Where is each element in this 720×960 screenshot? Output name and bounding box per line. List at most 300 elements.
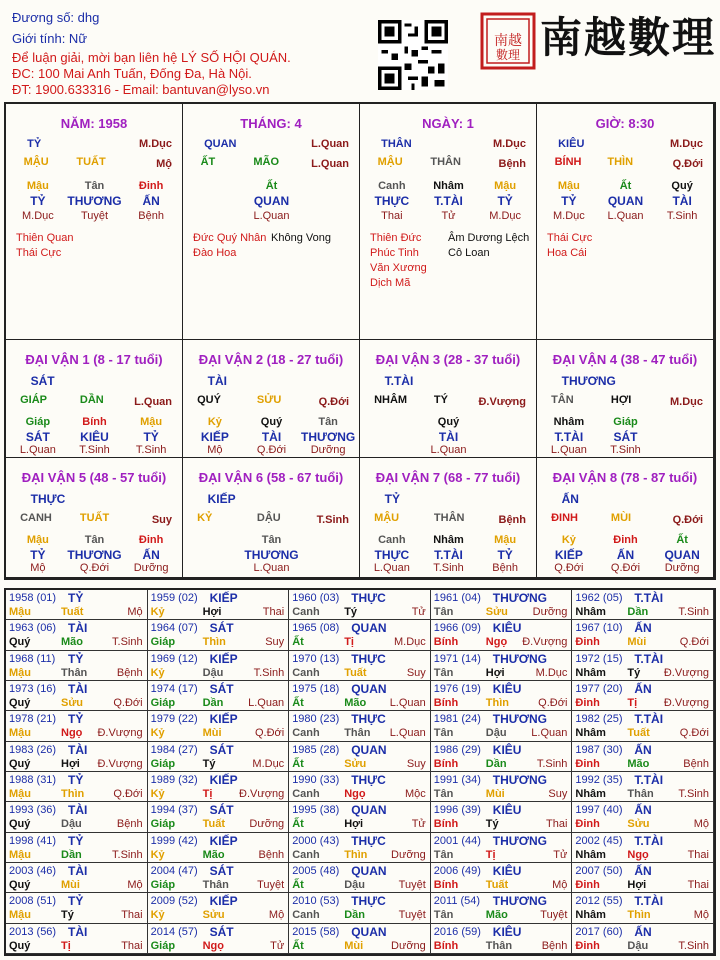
luck-state: Bệnh xyxy=(498,514,526,526)
qr-code-icon xyxy=(378,20,448,90)
year-branch: Tuất xyxy=(61,606,84,618)
luck-branch: TÝ xyxy=(433,394,448,406)
shensha-label: Âm Dương Lệch xyxy=(448,232,530,244)
year-label: 2000 (43) xyxy=(292,834,340,847)
pillar-state: M.Dục xyxy=(493,138,526,150)
year-branch: Dần xyxy=(485,757,507,770)
year-branch: Mão xyxy=(627,757,650,770)
year-label: 1999 (42) xyxy=(150,834,198,847)
year-branch: Mão xyxy=(485,909,508,922)
year-branch: Tuất xyxy=(202,818,225,831)
year-cell xyxy=(6,924,148,954)
shensha-label: Đào Hoa xyxy=(193,247,237,259)
year-label: 1998 (41) xyxy=(9,834,57,847)
seal-stamp-icon xyxy=(480,12,536,70)
year-star: ẤN xyxy=(634,864,652,878)
luck-hidden-stem: Tân xyxy=(318,416,338,428)
year-state: Tuyệt xyxy=(257,879,285,891)
year-label: 1980 (23) xyxy=(292,713,340,726)
shensha-label: Phúc Tinh xyxy=(370,247,419,259)
year-stem: Đinh xyxy=(575,818,600,831)
year-state: Suy xyxy=(548,788,568,800)
pillars-chart xyxy=(4,102,716,580)
year-label: 2005 (48) xyxy=(292,865,340,877)
year-state: Suy xyxy=(406,757,426,770)
luck-hidden-state: T.Sinh xyxy=(135,444,167,456)
year-label: 2011 (54) xyxy=(433,895,481,908)
year-state: Mộ xyxy=(127,879,143,891)
year-cell xyxy=(289,802,431,832)
year-branch: Tý xyxy=(61,909,74,922)
year-state: Q.Đới xyxy=(679,727,709,740)
year-state: M.Dục xyxy=(394,636,426,649)
year-cell xyxy=(572,620,714,650)
year-branch: Tý xyxy=(485,818,499,831)
year-branch: Sửu xyxy=(627,818,650,831)
hidden-star: TÀI xyxy=(672,194,692,208)
year-state: Mộc xyxy=(405,788,426,800)
luck-stem: GIÁP xyxy=(20,394,47,406)
year-branch: Hợi xyxy=(61,757,80,770)
year-label: 1983 (26) xyxy=(9,743,57,756)
year-cell xyxy=(572,833,714,863)
year-cell xyxy=(148,893,290,923)
luck-title: ĐẠI VẬN 6 (58 - 67 tuổi) xyxy=(198,470,344,485)
year-state: Đ.Vượng xyxy=(663,697,709,709)
year-branch: Mão xyxy=(344,697,367,709)
luck-hidden-state: T.Sinh xyxy=(610,444,641,456)
year-stem: Mậu xyxy=(9,666,31,679)
year-state: T.Sinh xyxy=(112,636,143,649)
year-state: Thai xyxy=(121,909,143,922)
year-stem: Đinh xyxy=(575,757,600,770)
luck-period-cell xyxy=(183,340,360,458)
luck-branch: DẬU xyxy=(256,512,281,524)
year-star: THỰC xyxy=(351,894,386,909)
year-cell xyxy=(289,711,431,741)
year-star: ẤN xyxy=(634,621,652,636)
pillar-title: NGÀY: 1 xyxy=(422,116,474,131)
year-label: 1994 (37) xyxy=(150,804,198,817)
hidden-stem: Mậu xyxy=(494,180,517,192)
year-branch: Sửu xyxy=(202,909,225,922)
year-cell xyxy=(148,711,290,741)
year-stem: Bính xyxy=(433,697,459,709)
year-state: T.Sinh xyxy=(678,939,709,952)
luck-hidden-state: L.Quan xyxy=(550,444,587,456)
luck-star: THƯƠNG xyxy=(561,374,616,388)
year-cell xyxy=(572,893,714,923)
hidden-state: M.Dục xyxy=(552,210,585,222)
luck-star: THỰC xyxy=(30,492,66,506)
year-stem: Bính xyxy=(433,636,459,649)
year-state: Tuyệt xyxy=(398,879,426,891)
year-state: Đ.Vượng xyxy=(97,727,143,740)
year-star: TÀI xyxy=(68,864,88,878)
luck-state: L.Quan xyxy=(134,396,172,408)
year-cell xyxy=(431,651,573,681)
luck-hidden-star: THƯƠNG xyxy=(301,430,356,444)
luck-branch: THÂN xyxy=(433,512,465,524)
year-state: Mộ xyxy=(552,879,568,891)
year-state: T.Sinh xyxy=(678,788,709,800)
year-stem: Kỷ xyxy=(150,666,165,679)
luck-hidden-stem: Kỷ xyxy=(561,534,576,546)
year-stem: Quý xyxy=(9,939,31,952)
year-star: SÁT xyxy=(209,621,234,636)
year-star: KIẾP xyxy=(209,591,238,605)
luck-hidden-state: Mộ xyxy=(30,562,46,574)
year-state: Suy xyxy=(265,636,285,649)
year-star: THƯƠNG xyxy=(492,591,547,605)
hidden-state: T.Sinh xyxy=(666,210,698,222)
year-stem: Quý xyxy=(9,757,31,770)
pillar-cell xyxy=(6,104,183,340)
year-cell xyxy=(289,924,431,954)
year-star: TỶ xyxy=(68,651,84,666)
year-branch: Thìn xyxy=(202,636,226,649)
hidden-stem: Quý xyxy=(671,180,693,192)
year-cell xyxy=(572,802,714,832)
luck-hidden-star: TỶ xyxy=(497,548,513,562)
year-stem: Giáp xyxy=(150,636,176,649)
year-stem: Tân xyxy=(433,727,454,740)
year-star: T.TÀI xyxy=(634,591,664,605)
year-star: QUAN xyxy=(351,924,387,939)
year-label: 2012 (55) xyxy=(575,895,623,908)
year-star: THƯƠNG xyxy=(492,651,547,666)
year-star: T.TÀI xyxy=(634,894,664,909)
year-cell xyxy=(148,802,290,832)
pillar-title: NĂM: 1958 xyxy=(60,116,128,131)
year-star: TỶ xyxy=(68,591,84,605)
year-branch: Dậu xyxy=(627,939,649,952)
luck-period-cell xyxy=(360,340,537,458)
year-label: 1978 (21) xyxy=(9,713,57,726)
hidden-state: Tuyệt xyxy=(80,210,109,222)
year-stem: Bính xyxy=(433,939,459,952)
hidden-star: TỶ xyxy=(561,194,577,208)
year-label: 1986 (29) xyxy=(433,743,481,756)
year-stem: Quý xyxy=(9,879,31,891)
year-stem: Nhâm xyxy=(575,606,606,618)
year-state: Thai xyxy=(687,879,709,891)
pillar-state: L.Quan xyxy=(311,138,349,150)
year-cell xyxy=(6,863,148,893)
svg-text:南越: 南越 xyxy=(494,33,522,49)
pillar-star: QUAN xyxy=(204,138,237,150)
year-label: 1967 (10) xyxy=(575,622,623,635)
year-cell xyxy=(6,651,148,681)
year-star: TỶ xyxy=(68,712,84,727)
luck-state: Q.Đới xyxy=(318,396,349,408)
year-branch: Dần xyxy=(202,697,224,709)
pillar-title: THÁNG: 4 xyxy=(240,116,302,131)
luck-hidden-state: Q.Đới xyxy=(256,444,287,456)
branch-state: Q.Đới xyxy=(672,158,703,170)
year-star: KIÊU xyxy=(492,682,522,696)
luck-state: Đ.Vượng xyxy=(478,396,526,408)
branch-state: Mộ xyxy=(156,158,172,170)
year-cell xyxy=(572,681,714,711)
year-stem: Nhâm xyxy=(575,666,606,679)
year-state: M.Dục xyxy=(252,757,285,770)
luck-hidden-stem: Canh xyxy=(378,534,406,546)
luck-star: KIẾP xyxy=(207,492,236,506)
year-star: THỰC xyxy=(351,651,386,666)
luck-state: M.Dục xyxy=(670,396,703,408)
year-label: 1990 (33) xyxy=(292,774,340,786)
luck-hidden-state: L.Quan xyxy=(373,562,410,574)
luck-hidden-stem: Kỷ xyxy=(207,416,222,428)
year-label: 1996 (39) xyxy=(433,804,481,817)
year-stem: Giáp xyxy=(150,757,176,770)
year-branch: Thìn xyxy=(344,848,368,861)
luck-hidden-stem: Giáp xyxy=(613,416,638,428)
year-branch: Dậu xyxy=(61,818,82,831)
year-label: 1965 (08) xyxy=(292,622,340,635)
year-cell xyxy=(148,833,290,863)
year-label: 1958 (01) xyxy=(9,592,57,604)
luck-hidden-state: Dưỡng xyxy=(310,444,346,456)
year-state: Tử xyxy=(411,818,426,831)
year-star: KIẾP xyxy=(209,651,238,666)
logo-text: 南越數理 xyxy=(540,13,717,62)
year-stem: Nhâm xyxy=(575,909,606,922)
year-stem: Giáp xyxy=(150,697,176,709)
year-state: T.Sinh xyxy=(253,666,285,679)
year-branch: Hợi xyxy=(202,606,222,618)
year-cell xyxy=(289,742,431,772)
year-stem: Mậu xyxy=(9,727,31,740)
hidden-stem: Đinh xyxy=(138,180,164,192)
year-cell xyxy=(148,863,290,893)
luck-hidden-star: TÀI xyxy=(438,430,459,444)
year-star: TÀI xyxy=(68,924,88,939)
luck-title: ĐẠI VẬN 4 (38 - 47 tuổi) xyxy=(552,352,698,367)
luck-period-cell xyxy=(537,340,714,458)
year-branch: Tuất xyxy=(627,727,650,740)
year-cell xyxy=(431,742,573,772)
luck-stem: CANH xyxy=(20,512,52,524)
hidden-stem: Tân xyxy=(84,180,105,192)
luck-hidden-state: T.Sinh xyxy=(79,444,110,456)
luck-hidden-state: Q.Đới xyxy=(554,562,584,574)
year-branch: Tuất xyxy=(344,666,367,679)
year-star: SÁT xyxy=(209,803,234,818)
year-branch: Mùi xyxy=(344,939,364,952)
year-stem: Mậu xyxy=(9,909,31,922)
year-label: 1968 (11) xyxy=(9,652,56,665)
year-label: 1977 (20) xyxy=(575,683,623,695)
year-stem: Giáp xyxy=(150,939,176,952)
luck-hidden-star: TỶ xyxy=(143,430,159,444)
year-cell xyxy=(148,924,290,954)
year-cell xyxy=(431,893,573,923)
year-stem: Canh xyxy=(292,606,320,618)
hidden-star: ẤN xyxy=(142,194,160,208)
pillar-title: GIỜ: 8:30 xyxy=(595,116,655,131)
shensha-label: Thái Cực xyxy=(547,232,593,244)
luck-star: ẤN xyxy=(561,492,579,506)
year-stem: Kỷ xyxy=(150,909,165,922)
luck-hidden-state: L.Quan xyxy=(19,444,56,456)
year-star: SÁT xyxy=(209,924,234,939)
luck-period-cell xyxy=(537,458,714,578)
luck-state: Q.Đới xyxy=(672,514,703,526)
luck-branch: SỬU xyxy=(256,394,282,406)
luck-hidden-stem: Tân xyxy=(261,534,282,546)
year-stem: Tân xyxy=(433,848,454,861)
year-state: Thai xyxy=(262,606,285,618)
year-star: TỶ xyxy=(68,833,84,848)
year-label: 2015 (58) xyxy=(292,925,340,938)
year-branch: Tý xyxy=(202,757,216,770)
hidden-stem: Ất xyxy=(265,180,278,192)
luck-hidden-stem: Đinh xyxy=(138,534,164,546)
year-state: Tử xyxy=(270,939,285,952)
luck-title: ĐẠI VẬN 1 (8 - 17 tuổi) xyxy=(25,352,163,367)
luck-hidden-stem: Quý xyxy=(437,416,460,428)
luck-stem: NHÂM xyxy=(374,394,408,406)
year-branch: Tuất xyxy=(485,879,509,891)
year-star: KIÊU xyxy=(492,621,522,636)
year-cell xyxy=(431,711,573,741)
luck-branch: TUẤT xyxy=(79,512,110,524)
year-label: 2009 (52) xyxy=(150,895,198,908)
luck-period-cell xyxy=(6,340,183,458)
year-star: SÁT xyxy=(209,682,234,696)
year-star: THƯƠNG xyxy=(492,712,547,727)
luck-hidden-star: QUAN xyxy=(664,548,700,562)
year-star: QUAN xyxy=(351,621,387,636)
year-stem: Mậu xyxy=(9,606,31,618)
year-stem: Giáp xyxy=(150,879,176,891)
year-state: Tử xyxy=(411,606,426,618)
year-cell xyxy=(431,590,573,620)
year-star: TÀI xyxy=(68,621,88,636)
hidden-stem: Mậu xyxy=(557,180,580,192)
year-stem: Canh xyxy=(292,788,320,800)
heavenly-stem: BÍNH xyxy=(554,156,582,168)
year-star: KIẾP xyxy=(209,894,238,909)
luck-hidden-stem: Bính xyxy=(82,416,107,428)
year-label: 1973 (16) xyxy=(9,683,57,695)
year-label: 1989 (32) xyxy=(150,774,198,786)
hidden-stem: Canh xyxy=(378,180,406,192)
year-label: 1976 (19) xyxy=(433,683,481,695)
pillar-star: TỶ xyxy=(27,138,42,150)
year-cell xyxy=(431,681,573,711)
luck-hidden-state: Q.Đới xyxy=(79,562,110,574)
luck-star: TÀI xyxy=(207,374,227,388)
luck-hidden-stem: Nhâm xyxy=(553,416,585,428)
luck-hidden-state: Dưỡng xyxy=(664,562,700,574)
year-state: Q.Đới xyxy=(254,727,285,740)
year-cell xyxy=(289,863,431,893)
year-label: 2014 (57) xyxy=(150,925,198,938)
year-cell xyxy=(572,711,714,741)
earthly-branch: MÃO xyxy=(253,156,280,168)
year-stem: Đinh xyxy=(575,879,600,891)
gender: Giới tính: Nữ xyxy=(12,31,88,46)
luck-hidden-star: THƯƠNG xyxy=(244,548,299,562)
year-cell xyxy=(289,590,431,620)
year-cell xyxy=(431,924,573,954)
luck-hidden-state: Q.Đới xyxy=(610,562,641,574)
year-branch: Tị xyxy=(202,788,213,800)
year-stem: Tân xyxy=(433,788,454,800)
year-stem: Đinh xyxy=(575,697,600,709)
year-stem: Ất xyxy=(292,757,304,770)
year-stem: Nhâm xyxy=(575,727,606,740)
year-branch: Thìn xyxy=(627,909,651,922)
luck-stem: MẬU xyxy=(374,512,400,524)
pillar-cell xyxy=(360,104,537,340)
year-branch: Thân xyxy=(627,788,654,800)
luck-hidden-state: Mộ xyxy=(207,444,223,456)
pillar-star: THÂN xyxy=(381,138,412,150)
luck-hidden-stem: Đinh xyxy=(613,534,638,546)
luck-hidden-stem: Mậu xyxy=(26,534,49,546)
year-stem: Ất xyxy=(292,818,304,831)
year-state: Bệnh xyxy=(683,757,709,770)
hidden-state: L.Quan xyxy=(607,210,644,222)
shensha-label: Không Vong xyxy=(271,232,331,244)
year-star: T.TÀI xyxy=(634,712,664,727)
hidden-state: Thai xyxy=(381,210,403,222)
year-label: 1991 (34) xyxy=(433,774,481,786)
contact-phone-email: ĐT: 1900.633316 - Email: bantuvan@lyso.vn xyxy=(12,82,270,97)
year-branch: Mùi xyxy=(627,636,647,649)
year-stem: Bính xyxy=(433,757,459,770)
luck-branch: DẦN xyxy=(79,394,104,406)
year-state: Tuyệt xyxy=(540,909,568,922)
year-state: Mộ xyxy=(127,606,143,618)
year-stem: Mậu xyxy=(9,788,31,800)
year-cell xyxy=(431,833,573,863)
luck-hidden-star: KIẾP xyxy=(554,548,583,562)
hidden-stem: Mậu xyxy=(26,180,49,192)
shensha-label: Hoa Cái xyxy=(547,247,587,259)
shensha-label: Thiên Đức xyxy=(370,232,422,244)
luck-hidden-state: L.Quan xyxy=(430,444,467,456)
year-star: ẤN xyxy=(634,682,652,696)
luck-hidden-star: T.TÀI xyxy=(434,548,463,562)
year-label: 1993 (36) xyxy=(9,804,57,817)
year-label: 1997 (40) xyxy=(575,804,623,817)
year-cell xyxy=(289,681,431,711)
year-state: T.Sinh xyxy=(112,848,143,861)
year-star: TÀI xyxy=(68,682,88,696)
year-stem: Canh xyxy=(292,666,320,679)
contact-address: ĐC: 100 Mai Anh Tuấn, Đống Đa, Hà Nội. xyxy=(12,66,252,81)
year-star: SÁT xyxy=(209,742,234,757)
luck-title: ĐẠI VẬN 7 (68 - 77 tuổi) xyxy=(375,470,521,485)
luck-stem: ĐINH xyxy=(551,512,578,524)
luck-hidden-stem: Giáp xyxy=(25,416,51,428)
year-cell xyxy=(6,590,148,620)
year-state: L.Quan xyxy=(389,727,426,740)
year-branch: Dậu xyxy=(202,666,224,679)
year-star: TÀI xyxy=(68,803,88,818)
luck-hidden-stem: Tân xyxy=(84,534,105,546)
year-stem: Kỷ xyxy=(150,848,165,861)
year-stem: Ất xyxy=(292,879,304,891)
year-branch: Hợi xyxy=(344,818,364,831)
year-stem: Quý xyxy=(9,818,31,831)
year-stem: Quý xyxy=(9,697,31,709)
